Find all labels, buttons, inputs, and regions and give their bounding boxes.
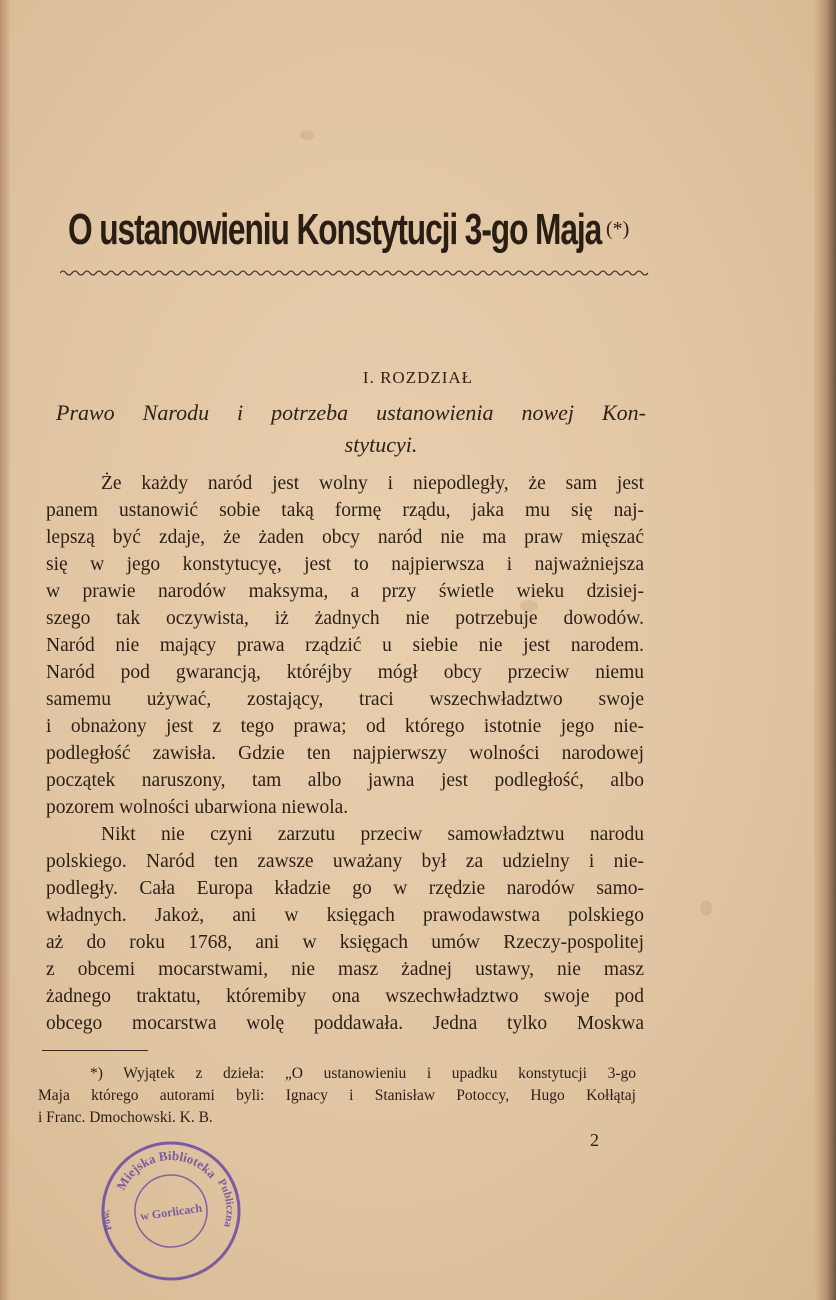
text-line: pozorem wolności ubarwiona niewola. <box>46 797 349 818</box>
title-wavy-rule <box>60 268 650 278</box>
chapter-heading: I. ROZDZIAŁ <box>362 368 474 387</box>
stamp-text-right: Publiczna <box>215 1177 236 1229</box>
stamp-text-left: Pow. <box>101 1209 115 1232</box>
page-number: 2 <box>590 1130 599 1150</box>
subtitle-line: stytucyi. <box>344 432 418 457</box>
text-line: władnych. Jakoż, ani w księgach prawodawstwa polskiego <box>46 905 644 926</box>
stamp-text-top: Miejska Biblioteka <box>113 1147 220 1193</box>
title-footnote-mark: (*) <box>606 218 630 240</box>
subtitle-line: Prawo Narodu i potrzeba ustanowienia nowej Kon- <box>56 400 646 425</box>
text-line: z obcemi mocarstwami, nie masz żadnej ustawy, nie masz <box>46 959 644 980</box>
stamp-text-middle: w Gorlicach <box>139 1200 203 1224</box>
text-line: początek naruszony, tam albo jawna jest podległość, albo <box>46 770 644 791</box>
text-line: Naród nie mający prawa rządzić u siebie nie jest narodem. <box>46 635 644 656</box>
footnote-line: i Franc. Dmochowski. K. B. <box>38 1109 213 1126</box>
text-line: i obnażony jest z tego prawa; od którego istotnie jego nie- <box>46 716 644 737</box>
text-line: w prawie narodów maksyma, a przy świetle wieku dzisiej- <box>46 581 644 602</box>
text-line: Naród pod gwarancją, któréjby mógł obcy przeciw niemu <box>46 662 644 683</box>
text-line: panem ustanowić sobie taką formę rządu, jaka mu się naj- <box>46 500 644 521</box>
footnote-separator <box>42 1050 148 1051</box>
footnote-line: *) Wyjątek z dzieła: „O ustanowieniu i upadku konstytucji 3-go <box>90 1065 636 1082</box>
text-line: Nikt nie czyni zarzutu przeciw samowładztwu narodu <box>101 824 644 845</box>
paper-spot <box>700 900 712 916</box>
text-line: żadnego traktatu, któremiby ona wszechwładztwo swoje pod <box>46 986 644 1007</box>
text-line: szego tak oczywista, iż żadnych nie potrzebuje dowodów. <box>46 608 644 629</box>
text-line: aż do roku 1768, ani w księgach umów Rzeczy-pospolitej <box>46 932 644 953</box>
text-line: lepszą być zdaje, że żaden obcy naród nie ma praw mięszać <box>46 527 644 548</box>
footnote-line: Maja którego autorami byli: Ignacy i Stanisław Potoccy, Hugo Kołłątaj <box>38 1087 636 1104</box>
text-line: obcego mocarstwa wolę poddawała. Jedna tylko Moskwa <box>46 1013 644 1034</box>
page-edge-shadow <box>814 0 836 1300</box>
library-stamp <box>89 1129 254 1294</box>
text-line: się w jego konstytucyę, jest to najpierwsza i najważniejsza <box>46 554 644 575</box>
text-line: podległy. Cała Europa kładzie go w rzędzie narodów samo- <box>46 878 644 899</box>
paper-spot <box>300 130 314 140</box>
text-line: Że każdy naród jest wolny i niepodległy, że sam jest <box>101 473 644 494</box>
text-line: samemu używać, zostający, traci wszechwładztwo swoje <box>46 689 644 710</box>
body-text <box>46 470 644 1037</box>
footnote <box>38 1063 636 1129</box>
page-title: O ustanowieniu Konstytucji 3-go Maja <box>68 205 602 254</box>
svg-text:Miejska Biblioteka <box>109 1141 221 1195</box>
text-line: podległość zawisła. Gdzie ten najpierwszy wolności narodowej <box>46 743 644 764</box>
chapter-subtitle <box>56 397 646 461</box>
binding-gutter <box>0 0 10 1300</box>
text-line: polskiego. Naród ten zawsze uważany był za udzielny i nie- <box>46 851 644 872</box>
